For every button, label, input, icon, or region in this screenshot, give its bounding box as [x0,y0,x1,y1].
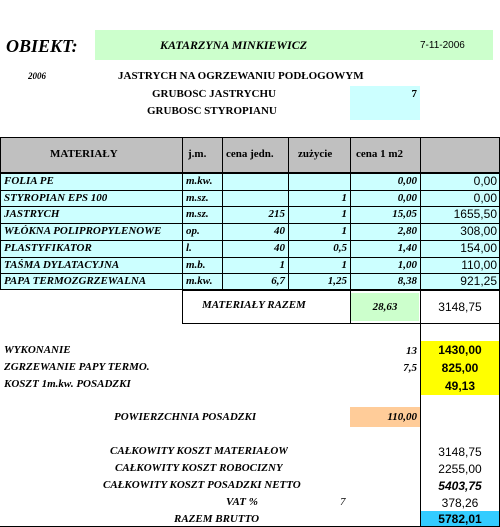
cell-usage[interactable]: 0,5 [333,241,347,254]
cell-name[interactable]: FOLIA PE [4,175,54,187]
col-materialy: MATERIAŁY [50,149,118,160]
summary-netto-label: CAŁKOWITY KOSZT POSADZKI NETTO [103,480,301,491]
row-divider [0,190,500,191]
row-divider [0,206,500,207]
cell-price[interactable] [222,175,288,190]
summary-rob-label: CAŁKOWITY KOSZT ROBOCIZNY [115,463,283,474]
vat-rate[interactable]: 7 [340,497,346,508]
obiekt-label: OBIEKT: [6,36,78,56]
sum-per-m2[interactable]: 28,63 [351,293,419,321]
date: 7-11-2006 [420,41,465,51]
cell-usage[interactable]: 1 [341,225,347,238]
title: JASTRYCH NA OGRZEWANIU PODŁOGOWYM [118,71,364,82]
thickness-label: GRUBOŚĆ JASTRYCHU [152,89,276,100]
row-divider [0,223,500,224]
cell-total[interactable]: 0,00 [473,175,497,188]
cell-usage[interactable]: 1,25 [327,275,347,288]
area-label: POWIERZCHNIA POSADZKI [114,412,257,423]
summary-mat-label: CAŁKOWITY KOSZT MATERIAŁÓW [110,446,289,457]
col-cena-jedn: cena jedn. [226,149,274,160]
cell-unit[interactable]: op. [186,225,200,238]
cell-total[interactable]: 154,00 [460,241,497,255]
wykonanie-rate[interactable]: 13 [406,345,417,357]
cell-total[interactable]: 1655,50 [453,208,497,222]
styrofoam-label: GRUBOŚĆ STYROPIANU [147,106,277,117]
cell-usage[interactable]: 1 [341,208,347,221]
grid-line [182,137,183,290]
koszt-label: KOSZT 1m.kw. POSADZKI [4,379,131,390]
cell-per_m2[interactable]: 0,00 [397,175,417,187]
papa-label: ZGRZEWANIE PAPY TERMO. [4,362,150,373]
cell-name[interactable]: PAPA TERMOZGRZEWALNA [4,275,147,288]
wykonanie-total[interactable]: 1430,00 [420,341,500,359]
row-divider [0,240,500,241]
cell-usage[interactable]: 1 [341,191,347,204]
grid-line [350,137,351,290]
cell-per_m2[interactable]: 1,40 [397,241,417,254]
brutto-label: RAZEM BRUTTO [174,514,260,525]
cell-total[interactable]: 110,00 [461,258,497,272]
papa-rate[interactable]: 7,5 [403,362,417,374]
col-jm: j.m. [188,149,207,160]
brutto-value[interactable]: 5782,01 [420,511,500,527]
styrofoam-value[interactable] [350,103,420,120]
cell-price[interactable]: 6,7 [271,275,285,288]
cell-name[interactable]: JASTRYCH [4,208,60,221]
summary-mat-value[interactable]: 3148,75 [438,445,482,459]
cell-price[interactable]: 215 [268,208,285,221]
summary-netto-value[interactable]: 5403,75 [438,479,482,493]
koszt-total[interactable]: 49,13 [420,377,500,395]
cell-per_m2[interactable]: 15,05 [392,208,417,221]
cell-per_m2[interactable]: 2,80 [397,225,417,238]
cell-name[interactable]: STYROPIAN EPS 100 [4,191,108,204]
cell-per_m2[interactable]: 0,00 [397,191,417,204]
cell-price[interactable]: 1 [279,258,285,271]
sum-label: MATERIAŁY RAZEM [202,300,306,311]
row-divider [0,257,500,258]
cell-unit[interactable]: m.kw. [186,275,213,288]
client-name: KATARZYNA MINKIEWICZ [160,39,308,52]
cell-total[interactable]: 921,25 [460,275,497,289]
vat-label: VAT % [226,497,258,508]
cell-per_m2[interactable]: 1,00 [397,258,417,271]
cell-unit[interactable]: m.kw. [186,175,213,187]
col-zuzycie: zużycie [298,149,333,160]
cell-unit[interactable]: m.sz. [186,208,209,221]
grid-line [222,137,223,290]
grid-line [288,137,289,290]
cell-name[interactable]: WŁÓKNA POLIPROPYLENOWE [4,225,162,238]
cell-usage[interactable]: 1 [341,258,347,271]
col-cena-m2: cena 1 m2 [356,149,404,160]
cell-price[interactable]: 40 [274,225,285,238]
cell-unit[interactable]: l. [186,241,192,254]
cell-unit[interactable]: m.sz. [186,191,209,204]
area-value[interactable]: 110,00 [350,407,420,427]
papa-total[interactable]: 825,00 [420,359,500,377]
thickness-value[interactable]: 7 [350,86,420,103]
summary-rob-value[interactable]: 2255,00 [438,462,482,476]
cell-total[interactable]: 308,00 [460,225,497,239]
wykonanie-label: WYKONANIE [4,345,71,356]
cell-price[interactable]: 40 [274,241,285,254]
cell-unit[interactable]: m.b. [186,258,206,271]
cell-name[interactable]: PLASTYFIKATOR [4,241,92,254]
cell-total[interactable]: 0,00 [473,191,497,205]
cell-usage[interactable] [288,175,350,190]
vat-value[interactable]: 378,26 [441,496,479,510]
cell-per_m2[interactable]: 8,38 [397,275,417,288]
sum-total[interactable]: 3148,75 [438,300,482,314]
cell-name[interactable]: TAŚMA DYLATACYJNA [4,258,120,271]
grid-line [420,173,421,527]
cell-price[interactable] [222,192,288,207]
year: 2006 [28,72,46,81]
row-divider [0,273,500,274]
